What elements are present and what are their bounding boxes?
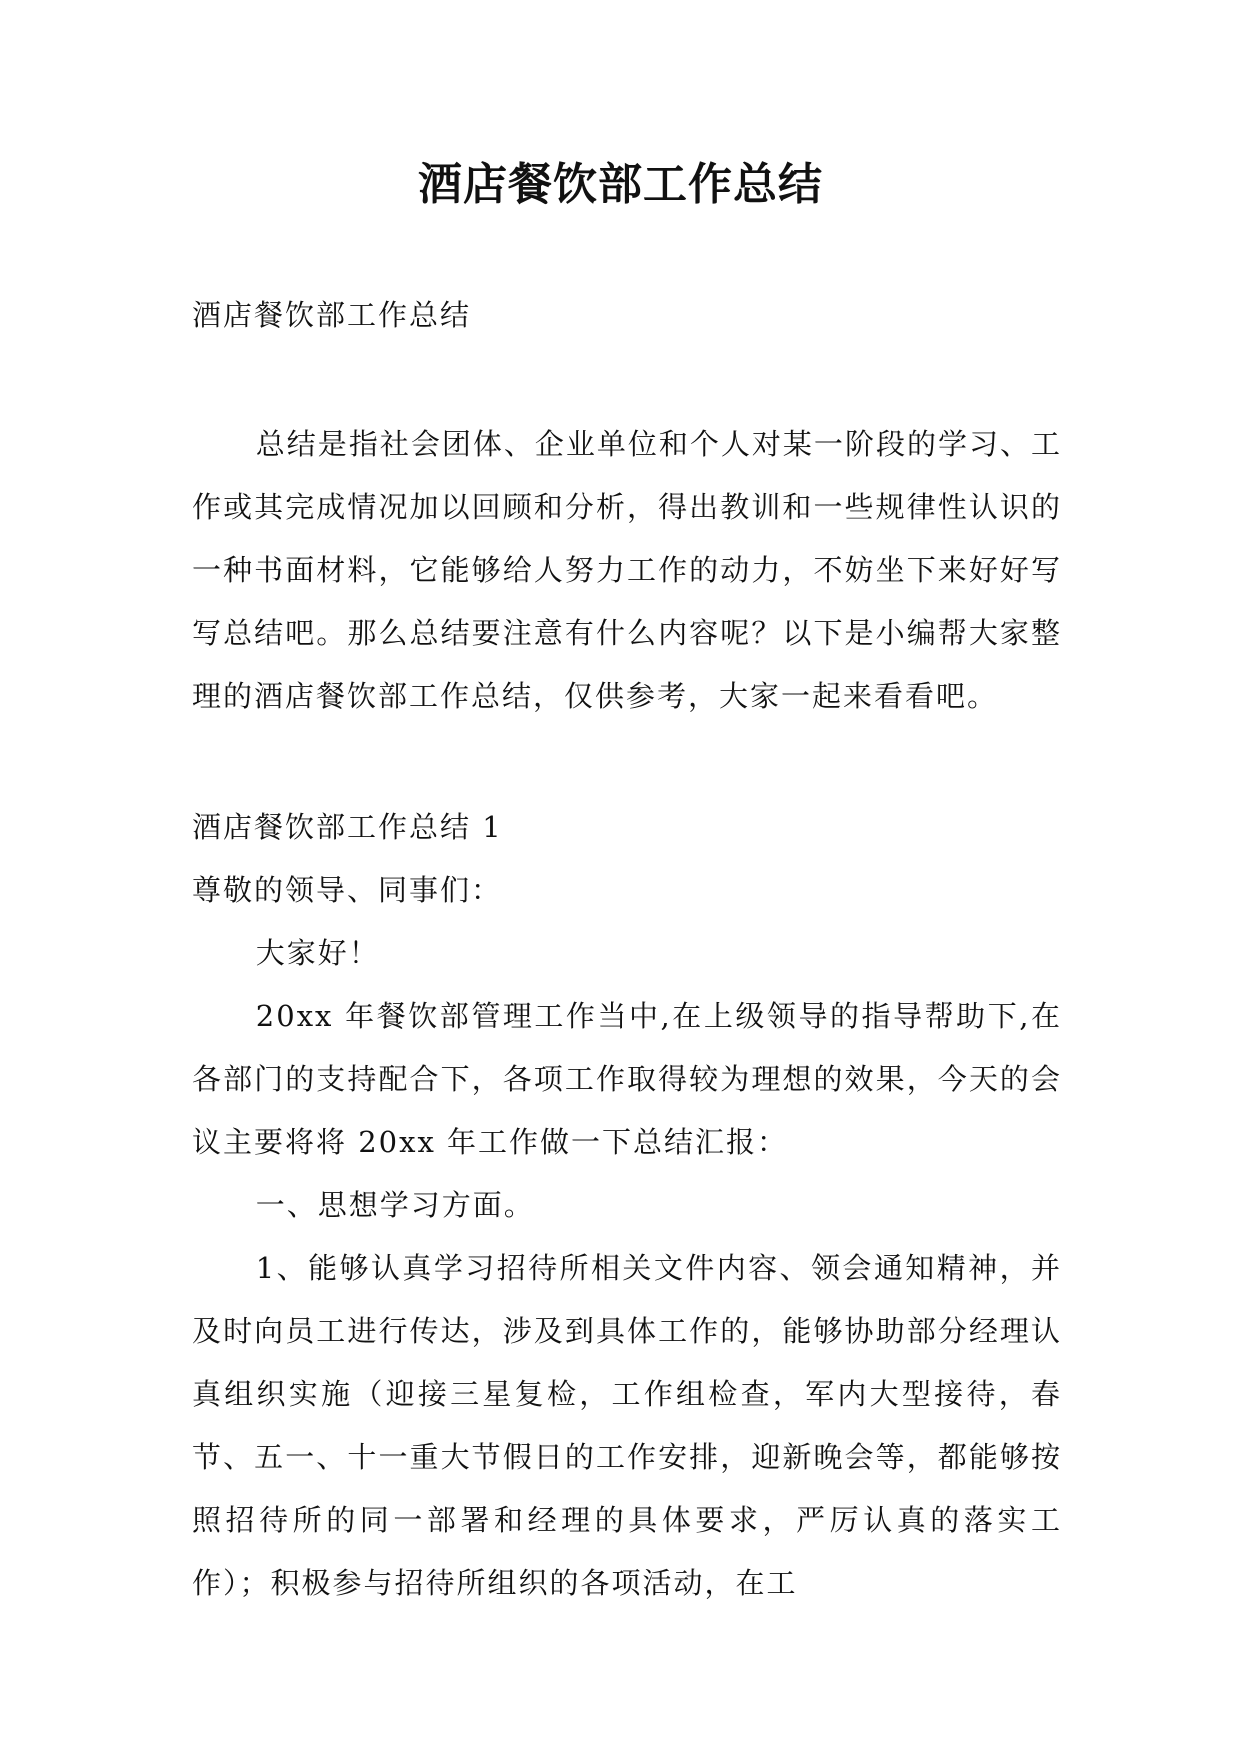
body-paragraph: 1、能够认真学习招待所相关文件内容、领会通知精神，并及时向员工进行传达，涉及到具体工作的，能够协助部分经理认真组织实施（迎接三星复检，工作组检查，军内大型接待，春节、五一、十一重大节假日的工作安排，迎新晚会等，都能够按照招待所的同一部署和经理的具体要求，严厉认真的落实工作）；积极参与招待所组织的各项活动，在工: [192, 1251, 1062, 1600]
document-subtitle: 酒店餐饮部工作总结: [192, 298, 472, 332]
greeting: 大家好！: [255, 936, 380, 970]
document-title: 酒店餐饮部工作总结: [418, 159, 823, 210]
intro-paragraph: 总结是指社会团体、企业单位和个人对某一阶段的学习、工作或其完成情况加以回顾和分析，得出教训和一些规律性认识的一种书面材料，它能够给人努力工作的动力，不妨坐下来好好写写总结吧。那么总结要注意有什么内容呢？以下是小编帮大家整理的酒店餐饮部工作总结，仅供参考，大家一起来看看吧。: [192, 427, 1062, 713]
section-heading: 酒店餐饮部工作总结 1: [192, 810, 503, 844]
body-paragraph: 20xx 年餐饮部管理工作当中,在上级领导的指导帮助下,在各部门的支持配合下，各项工作取得较为理想的效果，今天的会议主要将将 20xx 年工作做一下总结汇报：: [192, 999, 1062, 1159]
point-heading: 一、思想学习方面。: [255, 1188, 535, 1222]
salutation: 尊敬的领导、同事们：: [192, 873, 503, 907]
document-body: [192, 284, 1062, 1615]
